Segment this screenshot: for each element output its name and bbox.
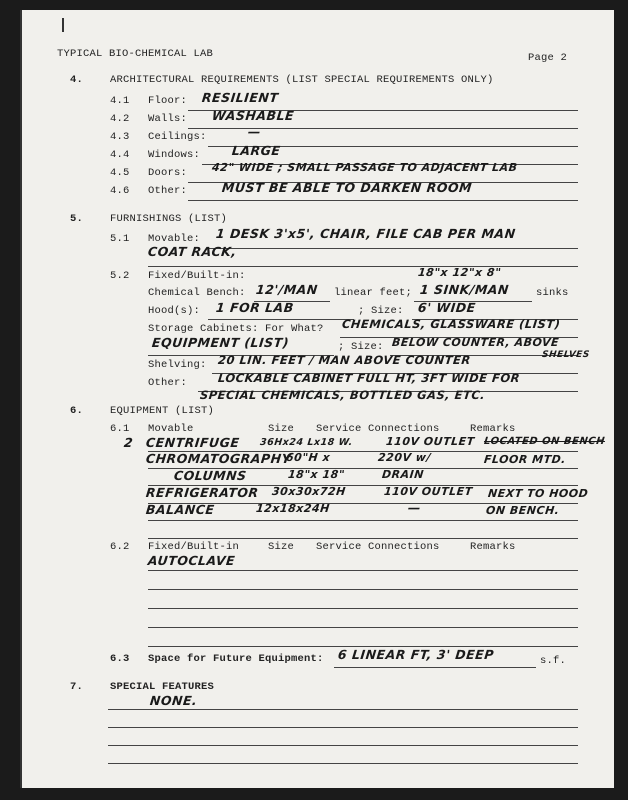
shelving-value: 20 LIN. FEET / MAN ABOVE COUNTER [217, 353, 472, 367]
storage-size-label: ; Size: [338, 341, 384, 353]
fixed-remarks-column-header: Remarks [470, 541, 516, 553]
equipment-row-3-item: COLUMNS [173, 468, 248, 483]
section-5-title: FURNISHINGS (LIST) [110, 213, 228, 225]
item-4-2-number: 4.2 [110, 113, 130, 125]
item-4-4-number: 4.4 [110, 149, 130, 161]
equipment-row-2-size: 60"H x [285, 451, 331, 464]
size-column-header: Size [268, 423, 295, 435]
equipment-row-2-service: 220V w/ [377, 451, 432, 464]
walls-line [188, 128, 578, 129]
fixed-line-2 [148, 589, 578, 590]
document-page [20, 10, 614, 788]
item-4-3-number: 4.3 [110, 131, 130, 143]
other-value: MUST BE ABLE TO DARKEN ROOM [221, 180, 473, 195]
equipment-row-3-service: DRAIN [381, 468, 425, 481]
equipment-row-5-size: 12x18x24H [255, 502, 331, 515]
furnishings-other-value: LOCKABLE CABINET FULL HT, 3FT WIDE FOR [217, 371, 521, 385]
equipment-row-5-item: BALANCE [145, 502, 216, 517]
fixed-label: Fixed/Built-in: [148, 270, 246, 282]
item-6-3-number: 6.3 [110, 653, 130, 665]
furnishings-other-value-2: SPECIAL CHEMICALS, BOTTLED GAS, ETC. [199, 388, 486, 402]
scan-mark [62, 18, 64, 32]
hood-size-value: 6' WIDE [417, 300, 477, 315]
shelves-word: SHELVES [541, 350, 591, 360]
other-label: Other: [148, 185, 188, 197]
equipment-row-2-item: CHROMATOGRAPHY [145, 451, 292, 466]
equipment-row-1-service: 110V OUTLET [385, 435, 476, 448]
section-7-title: SPECIAL FEATURES [110, 681, 215, 693]
item-6-1-number: 6.1 [110, 423, 130, 435]
item-5-1-number: 5.1 [110, 233, 130, 245]
section-7-number: 7. [70, 681, 84, 693]
fixed-line-4 [148, 627, 578, 628]
walls-label: Walls: [148, 113, 188, 125]
furnishings-other-label: Other: [148, 377, 188, 389]
equipment-row-1-item: CENTRIFUGE [145, 435, 241, 450]
hood-size-label: ; Size: [358, 305, 404, 317]
item-4-1-number: 4.1 [110, 95, 130, 107]
fixed-equipment-value: AUTOCLAVE [147, 553, 236, 568]
floor-value: RESILIENT [201, 90, 280, 105]
equipment-row-1-qty: 2 [123, 435, 134, 450]
hood-value: 1 FOR LAB [215, 300, 295, 315]
document-title: TYPICAL BIO-CHEMICAL LAB [57, 48, 214, 60]
fixed-size-column-header: Size [268, 541, 295, 553]
equipment-row-2-remarks: FLOOR MTD. [483, 453, 567, 466]
special-line-3 [108, 745, 578, 746]
item-6-2-number: 6.2 [110, 541, 130, 553]
movable-line-2 [148, 266, 578, 267]
equipment-row-5-service: — [407, 500, 422, 515]
special-line-1 [108, 709, 578, 710]
storage-value-2: EQUIPMENT (LIST) [151, 335, 290, 350]
item-5-2-number: 5.2 [110, 270, 130, 282]
service-column-header: Service Connections [316, 423, 440, 435]
section-6-number: 6. [70, 405, 84, 417]
fixed-line-3 [148, 608, 578, 609]
bench-value: 12'/MAN [255, 282, 319, 297]
equipment-row-4-size: 30x30x72H [271, 485, 347, 498]
special-line-4 [108, 763, 578, 764]
sinks-value: 1 SINK/MAN [419, 282, 510, 297]
equipment-row-4-service: 110V OUTLET [383, 485, 474, 498]
equipment-row-1-size: 36Hx24 Lx18 W. [259, 437, 354, 448]
storage-value: CHEMICALS, GLASSWARE (LIST) [341, 317, 562, 331]
special-features-value: NONE. [149, 693, 199, 708]
movable-value-1: 1 DESK 3'x5', CHAIR, FILE CAB PER MAN [215, 226, 517, 241]
section-5-number: 5. [70, 213, 84, 225]
linear-feet-label: linear feet; [334, 287, 413, 299]
page-number: Page 2 [528, 52, 568, 64]
ceilings-label: Ceilings: [148, 131, 207, 143]
fixed-line-1 [148, 570, 578, 571]
movable-value-2: COAT RACK, [147, 244, 238, 259]
storage-size-value: BELOW COUNTER, ABOVE [391, 336, 560, 349]
item-4-6-number: 4.6 [110, 185, 130, 197]
equipment-row-4-remarks: NEXT TO HOOD [487, 487, 589, 500]
equipment-row-3-size: 18"x 18" [287, 468, 346, 481]
windows-label: Windows: [148, 149, 201, 161]
windows-value: LARGE [231, 143, 282, 158]
chemical-bench-label: Chemical Bench: [148, 287, 246, 299]
hood-line [208, 319, 354, 320]
equipment-row-5-remarks: ON BENCH. [485, 504, 561, 517]
remarks-column-header: Remarks [470, 423, 516, 435]
item-4-5-number: 4.5 [110, 167, 130, 179]
section-4-title: ARCHITECTURAL REQUIREMENTS (LIST SPECIAL REQUIREMENTS ONLY) [110, 74, 494, 86]
other-line [188, 200, 578, 201]
equipment-row-1-remarks: LOCATED ON BENCH [483, 436, 606, 447]
fixed-equipment-header: Fixed/Built-in [148, 541, 240, 553]
movable-equipment-header: Movable [148, 423, 194, 435]
walls-value: WASHABLE [211, 108, 295, 123]
future-equipment-value: 6 LINEAR FT, 3' DEEP [337, 647, 495, 662]
future-equipment-label: Space for Future Equipment: [148, 653, 324, 665]
fixed-service-column-header: Service Connections [316, 541, 440, 553]
equipment-line-5 [148, 520, 578, 521]
future-equipment-line [334, 667, 536, 668]
floor-label: Floor: [148, 95, 188, 107]
sinks-label: sinks [536, 287, 569, 299]
section-6-title: EQUIPMENT (LIST) [110, 405, 215, 417]
storage-label: Storage Cabinets: For What? [148, 323, 324, 335]
special-line-2 [108, 727, 578, 728]
equipment-row-4-item: REFRIGERATOR [145, 485, 260, 500]
sink-dimensions: 18"x 12"x 8" [417, 266, 502, 279]
future-equipment-unit: s.f. [540, 655, 567, 667]
shelving-label: Shelving: [148, 359, 207, 371]
hoods-label: Hood(s): [148, 305, 201, 317]
equipment-line-6 [148, 538, 578, 539]
doors-value: 42" WIDE ; SMALL PASSAGE TO ADJACENT LAB [211, 161, 519, 174]
movable-label: Movable: [148, 233, 201, 245]
ceilings-value: — [247, 124, 262, 139]
doors-label: Doors: [148, 167, 188, 179]
section-4-number: 4. [70, 74, 84, 86]
movable-line-1 [208, 248, 578, 249]
